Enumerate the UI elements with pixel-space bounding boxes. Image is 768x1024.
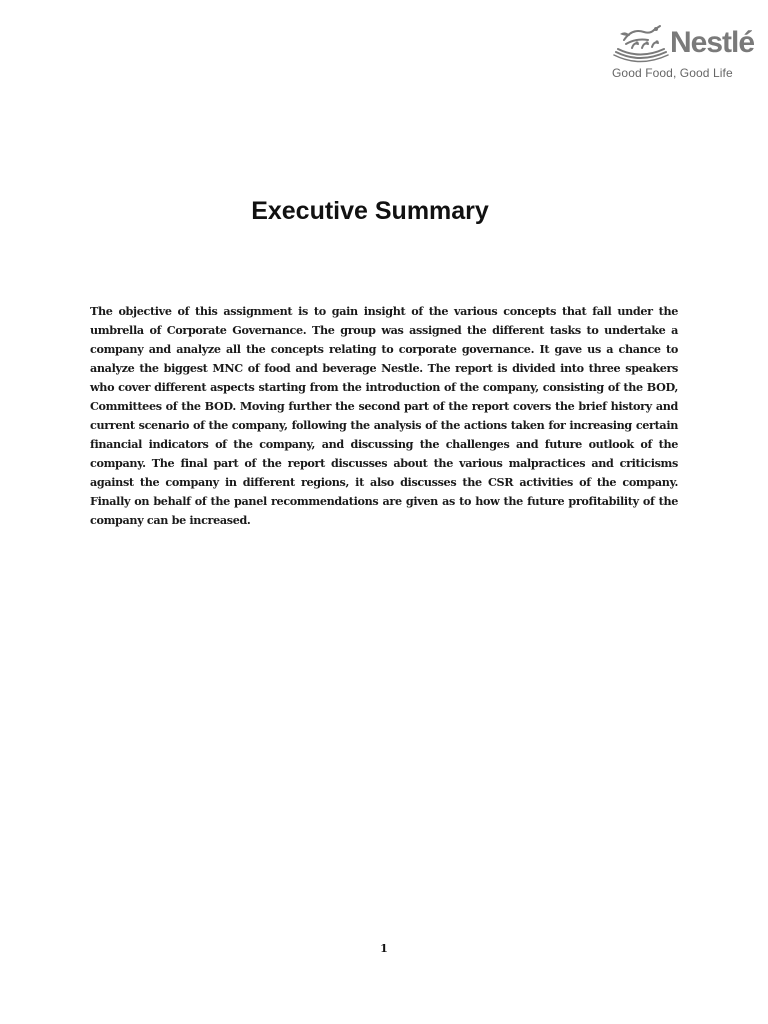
nestle-logo <box>610 22 755 86</box>
logo-wordmark: Nestlé <box>670 26 755 59</box>
page-number: 1 <box>380 942 388 955</box>
logo-tagline: Good Food, Good Life <box>612 66 733 80</box>
page-title: Executive Summary <box>251 197 489 225</box>
summary-paragraph: The objective of this assignment is to gain insight of the various concepts that fall under the umbrella of Corporate Governance. The group was assigned the different tasks to undertake a company and analyze all the concepts relating to corporate governance. It gave us a chance to analyze the biggest MNC of food and beverage Nestle. The report is divided into three speakers who cover different aspects starting from the introduction of the company, consisting of the BOD, Committees of the BOD. Moving further the second part of the report covers the brief history and current scenario of the company, following the analysis of the actions taken for increasing certain financial indicators of the company, and discussing the challenges and future outlook of the company. The final part of the report discusses about the various malpractices and criticisms against the company in different regions, it also discusses the CSR activities of the company. Finally on behalf of the panel recommendations are given as to how the future profitability of the company can be increased. <box>90 304 678 527</box>
nest-with-birds-icon <box>610 22 672 64</box>
